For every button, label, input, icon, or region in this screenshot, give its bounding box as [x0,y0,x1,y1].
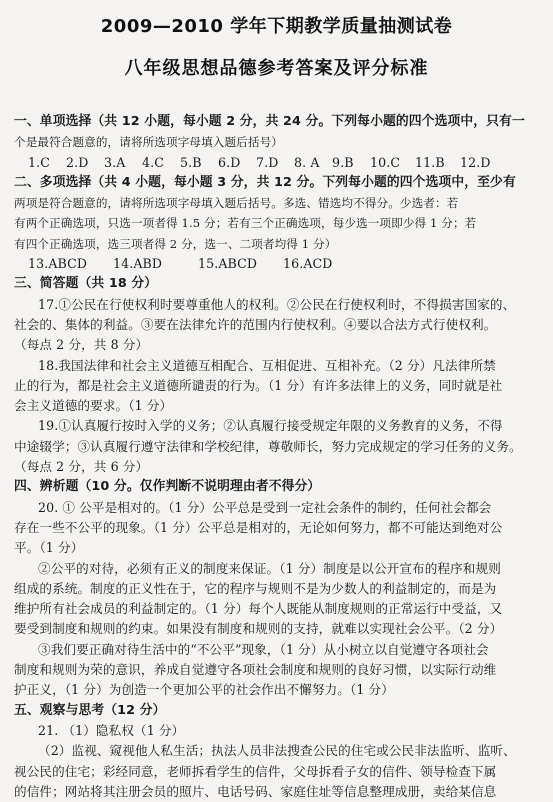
section-3-heading: 三、简答题（共 18 分） [14,276,158,292]
answer-item: 11.B [415,154,445,170]
exam-title: 2009—2010 学年下期教学质量抽测试卷 [100,16,453,37]
answer-item: 15.ABCD [198,256,258,272]
answer-body [14,112,542,802]
answer-line: 21. （1）隐私权（1 分） [38,722,185,738]
answer-line: 的信件；网站将其注册会员的照片、电话号码、家庭住址等信息整理成册，卖给某信息 [14,783,497,799]
multi-choice-answers [14,254,542,274]
section-2-instructions: 两项是符合题意的，请将所选项字母填入题后括号。多选、错选均不得分。少选者：若 [14,196,459,211]
section-1-instructions: 个是最符合题意的，请将所选项字母填入题后括号） [14,135,283,150]
answer-line: 存在一些不公平的现象。（1 分）公平总是相对的，无论如何努力，都不可能达到绝对公 [14,519,503,535]
section-1-heading: 一、单项选择（共 12 小题，每小题 2 分，共 24 分。下列每小题的四个选项中，只有一 [14,114,525,129]
answer-item: 6.D [218,154,241,170]
answer-item: 12.D [460,154,491,170]
answer-line: 社会的、集体的利益。③要在法律允许的范围内行使权利。④要以合法方式行使权利。 [14,316,497,332]
answer-line: ③我们要正确对待生活中的“不公平”现象，（1 分）从小树立以自觉遵守各项社会 [38,641,489,657]
exam-subtitle: 八年级思想品德参考答案及评分标准 [124,58,429,79]
answer-line: （2）监视、窥视他人私生活；执法人员非法搜查公民的住宅或公民非法监听、监听、 [38,743,516,759]
section-4-heading: 四、辨析题（10 分。仅作判断不说明理由者不得分） [14,479,321,495]
section-2-instructions: 有两个正确选项，只选一项者得 1.5 分；若有三个正确选项，每少选一项即少得 1 分；若 [14,216,477,231]
answer-line: 护正义，（1 分）为创造一个更加公平的社会作出不懈努力。（1 分） [14,682,394,698]
answer-line: 视公民的住宅；彩经同意，老师拆看学生的信件，父母拆看子女的信件、领导检查下属 [14,763,497,779]
answer-line: 维护所有社会成员的利益制定的。（1 分）每个人既能从制度规则的正常运行中受益，又 [14,601,503,617]
answer-line: 平。（1 分） [14,540,84,556]
answer-item: 7.D [256,154,279,170]
single-choice-answers [14,153,542,173]
section-2-heading: 二、多项选择（共 4 小题，每小题 3 分，共 12 分。下列每小题的四个选项中，至少有 [14,174,516,190]
answer-line: （每点 2 分，共 8 分） [14,337,149,353]
section-5-heading: 五、观察与思考（12 分） [14,702,166,718]
answer-line: 19.①认真履行按时入学的义务；②认真履行接受规定年限的义务教育的义务，不得 [38,418,503,434]
answer-line: （每点 2 分，共 6 分） [14,459,149,475]
answer-line: 20. ① 公平是相对的。（1 分）公平总是受到一定社会条件的制约，任何社会都会 [38,499,492,515]
answer-line: 制度和规则为荣的意识，养成自觉遵守各项社会制度和规则的良好习惯，以实际行动维 [14,662,497,678]
answer-line: 组成的系统。制度的正义性在于，它的程序与规则不是为少数人的利益制定的，而是为 [14,580,497,596]
answer-item: 8. A [294,154,320,170]
answer-line: 17.①公民在行使权利时要尊重他人的权利。②公民在行使权利时，不得损害国家的、 [38,296,516,312]
answer-item: 16.ACD [283,256,333,272]
answer-line: 要受到制度和规则的约束。如果没有制度和规则的支持，就难以实现社会公平。（2 分） [14,621,503,637]
answer-line: 18.我国法律和社会主义道德互相配合、互相促进、互相补充。（2 分）凡法律所禁 [38,357,496,373]
answer-item: 14.ABD [113,256,163,272]
answer-line: 止的行为，都是社会主义道德所谴责的行为。（1 分）有许多法律上的义务，同时就是社 [14,377,503,393]
answer-item: 2.D [66,154,89,170]
answer-line: 会主义道德的要求。（1 分） [14,398,173,414]
answer-item: 10.C [370,154,401,170]
answer-item: 9.B [332,154,354,170]
answer-item: 1.C [28,154,50,170]
answer-line: 中途辍学；③认真履行遵守法律和学校纪律，尊敬师长，努力完成规定的学习任务的义务。 [14,438,522,454]
answer-item: 4.C [142,154,164,170]
answer-item: 5.B [180,154,202,170]
answer-line: ②公平的对待，必须有正义的制度来保证。（1 分）制度是以公开宣布的程序和规则 [38,560,501,576]
answer-item: 13.ABCD [28,256,88,272]
answer-item: 3.A [104,154,126,170]
section-2-instructions: 有四个正确选项，选三项者得 2 分，选一、二项者均得 1 分） [14,236,337,251]
